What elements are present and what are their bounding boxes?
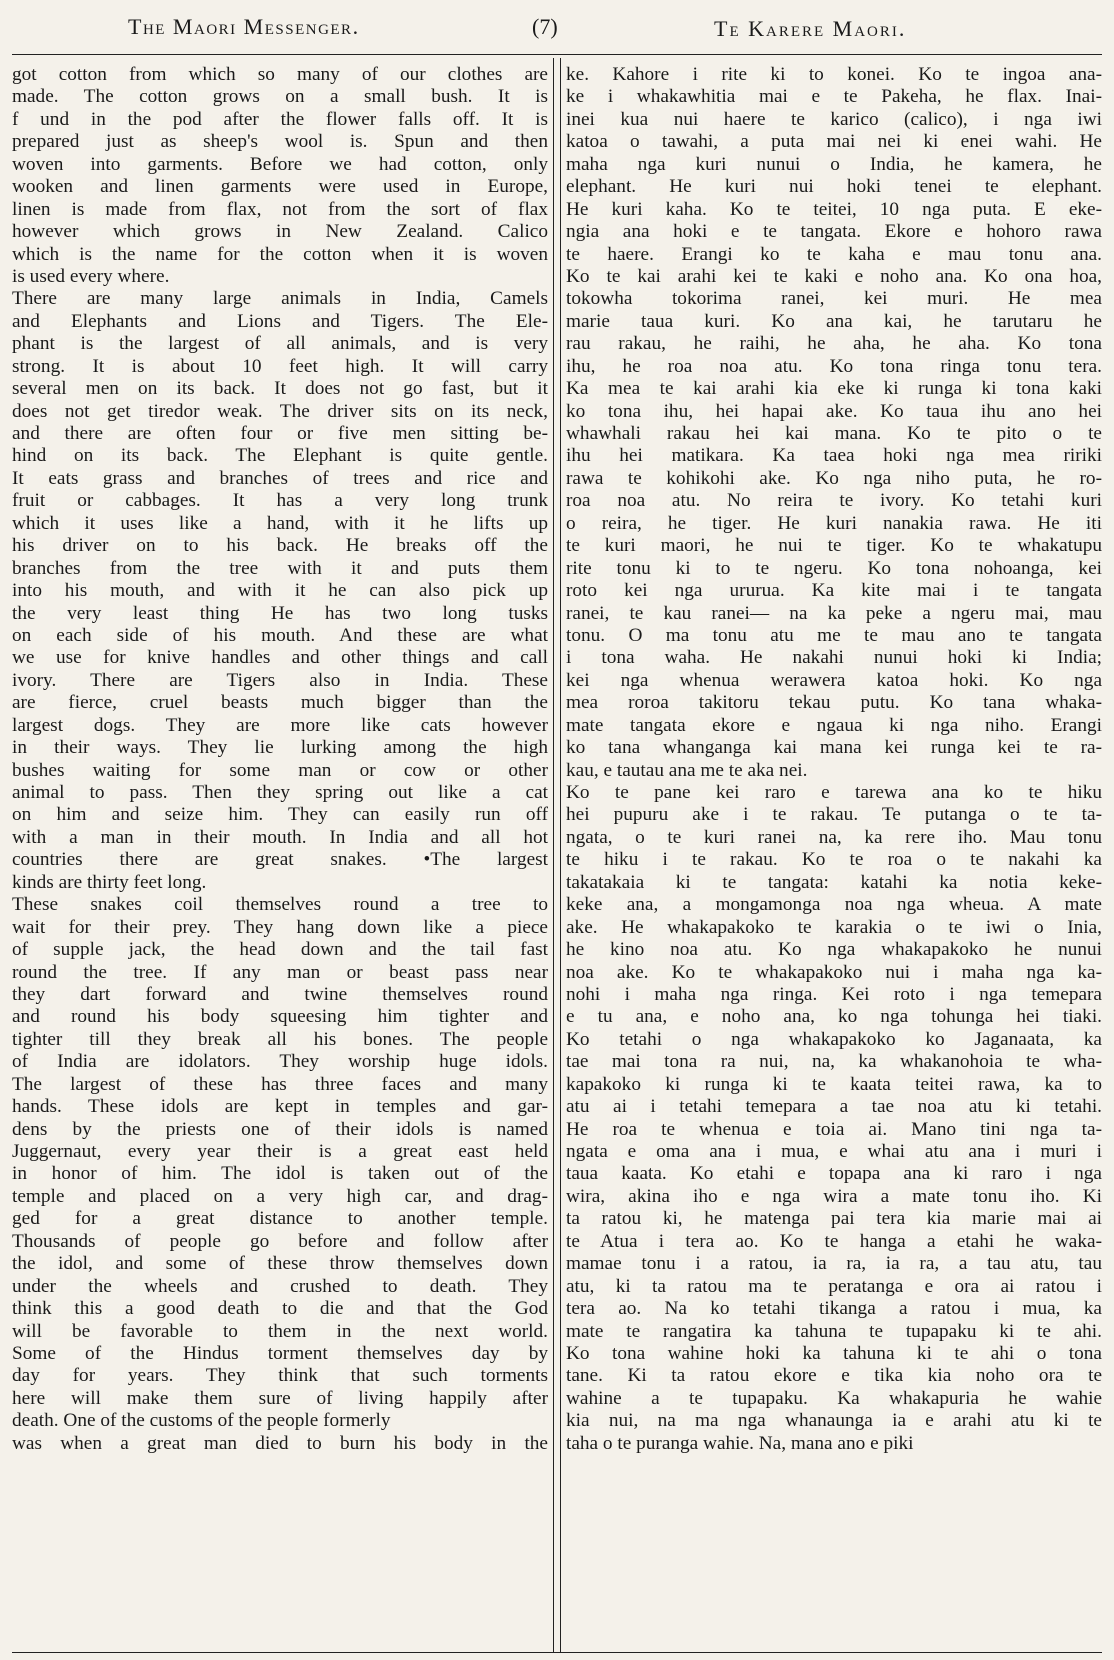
left-column-line: animal to pass. Then they spring out like a cat [12,782,548,803]
left-column-line: made. The cotton grows on a small bush. It is [12,86,548,108]
right-column-line: kapakoko ki runga ki te kaata teitei rawa, ka to [566,1073,1102,1095]
left-column-line: Some of the Hindus torment themselves day by [12,1342,548,1364]
left-column-line: and Elephants and Lions and Tigers. The Ele- [12,310,548,332]
right-column-line: takatakaia ki te tangata: katahi ka notia keke- [566,871,1102,893]
right-column-line: rau rakau, he raihi, he aha, he aha. Ko tona [566,333,1102,355]
left-column-line: temple and placed on a very high car, and drag- [12,1185,548,1207]
left-column-line: which it uses like a hand, with it he lifts up [12,512,548,534]
right-column-line: katoa o tawahi, a puta mai nei ki enei wahi. He [566,131,1102,153]
left-column-line: The largest of these has three faces and many [12,1073,548,1095]
right-column-line: tane. Ki ta ratou ekore e tika kia noho ora te [566,1365,1102,1387]
right-column-line: o reira, he tiger. He kuri nanakia rawa. He iti [566,512,1102,534]
left-column-line: largest dogs. They are more like cats however [12,714,548,736]
right-column-line: te haere. Erangi ko te kaha e mau tonu ana. [566,243,1102,265]
left-column-line: day for years. They think that such torments [12,1365,548,1387]
right-column-line: marie taua kuri. Ko ana kai, he tarutaru he [566,310,1102,332]
left-column-line: we use for knive handles and other things and call [12,647,548,669]
right-column-line: te hiku i te rakau. Ko te roa o te nakahi ka [566,849,1102,871]
right-column-line: kia nui, na ma nga whanaunga ia e arahi atu ki te [566,1410,1102,1432]
right-column-line: Ka mea te kai arahi kia eke ki runga ki tona kaki [566,378,1102,400]
left-column-line: branches from the tree with it and puts them [12,557,548,579]
left-column-line: It eats grass and branches of trees and rice and [12,467,548,489]
left-column-line: prepared just as sheep's wool is. Spun and then [12,131,548,153]
left-column-line: in their ways. They lie lurking among the high [12,737,548,759]
left-column-line: countries there are great snakes. •The largest [12,849,548,871]
right-column-line: roa noa atu. No reira te ivory. Ko tetahi kuri [566,490,1102,512]
right-column-line: taua kaata. Ko etahi e topapa ana ki raro i nga [566,1163,1102,1185]
english-column [12,64,548,1455]
left-column-line: of supple jack, the head down and the tail fast [12,939,548,961]
right-column-line: ngata, o te kuri ranei na, ka rere iho. Mau tonu [566,826,1102,848]
right-column-line: tera ao. Na ko tetahi tikanga a ratou i mua, ka [566,1298,1102,1320]
left-column-line: which is the name for the cotton when it is woven [12,243,548,265]
right-column-line: taha o te puranga wahie. Na, mana ano e piki [566,1432,914,1454]
left-column-line: phant is the largest of all animals, and is very [12,333,548,355]
right-column-line: kei nga whenua werawera katoa hoki. Ko nga [566,669,1102,691]
left-column-line: Thousands of people go before and follow after [12,1230,548,1252]
right-column-line: wira, akina iho e nga wira a mate tonu iho. Ki [566,1185,1102,1207]
right-column-line: e tu ana, e noho ana, ko nga tohunga hei tiaki. [566,1006,1102,1028]
right-column-line: He kuri kaha. Ko te teitei, 10 nga puta. E eke- [566,198,1102,220]
left-column-line: think this a good death to die and that the God [12,1298,548,1320]
left-column-line: fruit or cabbages. It has a very long trunk [12,490,548,512]
header-rule [12,54,1102,55]
right-column-line: wahine a te tupapaku. Ka whakapuria he wahie [566,1387,1102,1409]
left-column-line: wooken and linen garments were used in Europe, [12,176,548,198]
right-column-line: Ko te pane kei raro e tarewa ana ko te hiku [566,782,1102,803]
right-column-line: tonu. O ma tonu atu me te mau ano te tangata [566,624,1102,646]
right-column-line: ko tona ihu, hei hapai ake. Ko taua ihu ano hei [566,400,1102,422]
right-column-line: i tona waha. He nakahi nunui hoki ki India; [566,647,1102,669]
right-column-line: te Atua i tera ao. Ko te hanga a etahi he waka- [566,1230,1102,1252]
right-column-line: ke. Kahore i rite ki to konei. Ko te ingoa ana- [566,64,1102,85]
right-column-line: ta ratou ki, he matenga pai tera kia marie mai ai [566,1208,1102,1230]
right-column-line: He roa te whenua e toia ai. Mano tini nga ta- [566,1118,1102,1140]
right-column-line: kau, e tautau ana me te aka nei. [566,759,808,781]
left-column-line: Juggernaut, every year their is a great east held [12,1141,548,1162]
right-column-line: nohi i maha nga ringa. Kei roto i nga temepara [566,983,1102,1005]
column-divider [553,58,561,1652]
left-column-line: woven into garments. Before we had cotton, only [12,153,548,175]
left-column-line: and round his body squeesing him tighter and [12,1006,548,1028]
right-column-line: mate te rangatira ka tahuna te tupapaku ki te ahi. [566,1320,1102,1342]
left-column-line: several men on its back. It does not go fast, but it [12,378,548,400]
left-column-line: linen is made from flax, not from the sort of flax [12,198,548,220]
right-column-line: tae mai tona ra nui, na, ka whakanohoia te wha- [566,1051,1102,1073]
left-column-line: are fierce, cruel beasts much bigger than the [12,692,548,714]
right-column-line: mea roroa takitoru tekau putu. Ko tana whaka- [566,692,1102,714]
left-column-line: ivory. There are Tigers also in India. These [12,669,548,691]
right-column-line: ngata e oma ana i mua, e whai atu ana i muri i [566,1141,1102,1162]
right-column-line: ake. He whakapakoko te karakia o te iwi o Inia, [566,916,1102,938]
left-column-line: is used every where. [12,265,170,287]
maori-column [566,64,1102,1455]
left-column-line: the very least thing He has two long tusks [12,602,548,624]
right-column-line: maha nga kuri nunui o India, he kamera, he [566,153,1102,175]
left-column-line: dens by the priests one of their idols is named [12,1118,548,1140]
left-column-line: on each side of his mouth. And these are what [12,624,548,646]
publication-title-maori: Te Karere Maori. [714,16,907,41]
left-column-line: was when a great man died to burn his body in the [12,1432,548,1454]
left-column-line: the idol, and some of these throw themselves down [12,1253,548,1275]
left-column-line: got cotton from which so many of our clothes are [12,64,548,85]
right-column-line: Ko tona wahine hoki ka tahuna ki te ahi o tona [566,1342,1102,1364]
right-column-line: he kino noa atu. Ko nga whakapakoko he nunui [566,939,1102,961]
left-column-line: These snakes coil themselves round a tree to [12,894,548,916]
left-column-line: into his mouth, and with it he can also pick up [12,580,548,602]
left-column-line: of India are idolators. They worship huge idols. [12,1051,548,1073]
left-column-line: and there are often four or five men sitting be- [12,423,548,444]
left-column-line: on him and seize him. They can easily run off [12,804,548,826]
right-column-line: mate tangata ekore e ngaua ki nga niho. Erangi [566,714,1102,736]
left-column-line: under the wheels and crushed to death. They [12,1275,548,1297]
left-column-line: tighter till they break all his bones. The people [12,1028,548,1050]
left-column-line: hands. These idols are kept in temples and gar- [12,1096,548,1118]
right-column-line: ihu hei matikara. Ka taea hoki nga mea ririki [566,445,1102,467]
right-column-line: Ko te kai arahi kei te kaki e noho ana. Ko ona hoa, [566,265,1102,287]
left-column-line: here will make them sure of living happily after [12,1387,548,1409]
left-column-line: There are many large animals in India, Camels [12,288,548,310]
right-column-line: roto kei nga ururua. Ka kite mai i te tangata [566,580,1102,602]
right-column-line: mamae tonu i a ratou, ia ra, ia ra, a tau atu, tau [566,1253,1102,1275]
right-column-line: te kuri maori, he nui te tiger. Ko te whakatupu [566,535,1102,557]
left-column-line: they dart forward and twine themselves round [12,983,548,1005]
right-column-line: Ko tetahi o nga whakapakoko ko Jaganaata, ka [566,1028,1102,1050]
right-column-line: noa ake. Ko te whakapakoko nui i maha nga ka- [566,961,1102,983]
left-column-line: however which grows in New Zealand. Calico [12,221,548,243]
left-column-line: bushes waiting for some man or cow or other [12,759,548,781]
left-column-line: f und in the pod after the flower falls off. It is [12,108,548,130]
left-column-line: wait for their prey. They hang down like a piece [12,916,548,938]
left-column-line: ged for a great distance to another temple. [12,1208,548,1230]
right-column-line: ihu, he roa noa atu. Ko tona ringa tonu tera. [566,355,1102,377]
left-column-line: strong. It is about 10 feet high. It will carry [12,355,548,377]
left-column-line: with a man in their mouth. In India and all hot [12,826,548,848]
right-column-line: hei pupuru ake i te rakau. Te putanga o te ta- [566,804,1102,826]
page-number: (7) [532,14,558,39]
left-column-line: will be favorable to them in the next world. [12,1320,548,1342]
right-column-line: tokowha tokorima ranei, kei muri. He mea [566,288,1102,310]
right-column-line: rawa te kohikohi ake. Ko nga niho puta, he ro- [566,467,1102,489]
right-column-line: whawhali rakau hei kai mana. Ko te pito o te [566,423,1102,444]
left-column-line: does not get tiredor weak. The driver sits on its neck, [12,400,548,422]
publication-title-english: The Maori Messenger. [128,14,360,39]
right-column-line: ke i whakawhitia mai e te Pakeha, he flax. Inai- [566,86,1102,108]
right-column-line: atu ai i tetahi temepara a tae noa atu ki tetahi. [566,1096,1102,1118]
left-column-line: round the tree. If any man or beast pass near [12,961,548,983]
right-column-line: ko tana whanganga kai mana kei runga kei te ra- [566,737,1102,759]
left-column-line: hind on its back. The Elephant is quite gentle. [12,445,548,467]
page-header [0,14,1114,54]
left-column-line: in honor of him. The idol is taken out of the [12,1163,548,1185]
left-column-line: death. One of the customs of the people formerly [12,1410,391,1432]
right-column-line: elephant. He kuri nui hoki tenei te elephant. [566,176,1102,198]
left-column-line: his driver on to his back. He breaks off the [12,535,548,557]
right-column-line: keke ana, a mongamonga noa nga wheua. A mate [566,894,1102,916]
right-column-line: ranei, te kau ranei— na ka peke a ngeru mai, mau [566,602,1102,624]
right-column-line: inei kua nui haere te karico (calico), i nga iwi [566,108,1102,130]
right-column-line: rite tonu ki to te ngeru. Ko tona nohoanga, kei [566,557,1102,579]
right-column-line: ngia ana hoki e te tangata. Ekore e hohoro rawa [566,221,1102,243]
right-column-line: atu, ki ta ratou ma te peratanga e ora ai ratou i [566,1275,1102,1297]
left-column-line: kinds are thirty feet long. [12,871,207,893]
footer-rule [12,1652,1102,1653]
